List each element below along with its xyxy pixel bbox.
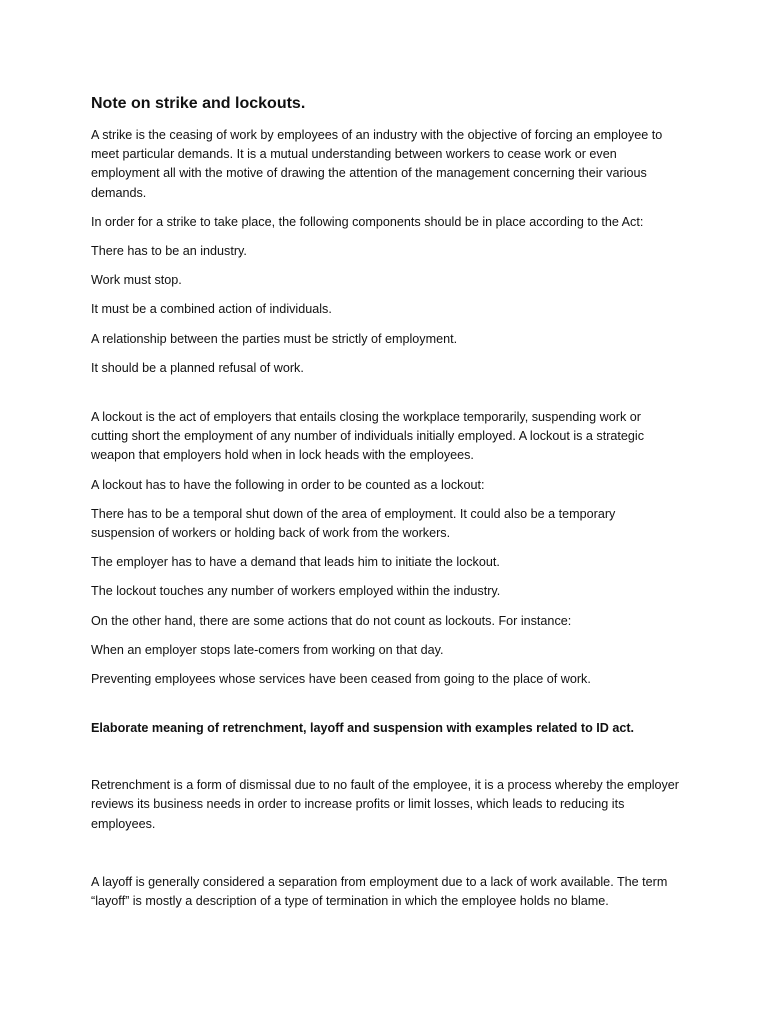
strike-component-item: It must be a combined action of individuals.: [91, 302, 332, 317]
document-body: [91, 94, 681, 921]
lockout-exception-item: Preventing employees whose services have been ceased from going to the place of work.: [91, 672, 591, 687]
lockout-requirement-item: There has to be a temporal shut down of the area of employment. It could also be a temporary suspension of workers or holding back of work from the workers.: [91, 506, 616, 541]
document-title: Note on strike and lockouts.: [91, 95, 306, 112]
layoff-paragraph: A layoff is generally considered a separation from employment due to a lack of work available. The term “layoff” is mostly a description of a type of termination in which the employee holds no blame.: [91, 874, 668, 909]
spacer: [91, 844, 681, 873]
strike-definition-paragraph: A strike is the ceasing of work by employees of an industry with the objective of forcing an employee to meet particular demands. It is a mutual understanding between workers to cease work or even employment all with the motive of drawing the attention of the management concerning their various demands.: [91, 128, 663, 200]
section-heading: Elaborate meaning of retrenchment, layoff and suspension with examples related to ID act.: [91, 721, 635, 736]
strike-component-item: A relationship between the parties must be strictly of employment.: [91, 331, 458, 346]
lockout-exception-item: When an employer stops late-comers from working on that day.: [91, 642, 444, 657]
strike-component-item: There has to be an industry.: [91, 244, 247, 259]
lockout-requirement-item: The lockout touches any number of workers employed within the industry.: [91, 584, 501, 599]
strike-components-intro: In order for a strike to take place, the following components should be in place according to the Act:: [91, 214, 644, 229]
lockout-exceptions-intro: On the other hand, there are some actions that do not count as lockouts. For instance:: [91, 613, 572, 628]
strike-component-item: Work must stop.: [91, 273, 182, 288]
spacer: [91, 699, 681, 719]
lockout-requirement-item: The employer has to have a demand that leads him to initiate the lockout.: [91, 555, 500, 570]
retrenchment-paragraph: Retrenchment is a form of dismissal due to no fault of the employee, it is a process whereby the employer reviews its business needs in order to increase profits or limit losses, which leads to reducing its employees.: [91, 778, 679, 831]
strike-component-item: It should be a planned refusal of work.: [91, 360, 304, 375]
spacer: [91, 388, 681, 408]
lockout-requirements-intro: A lockout has to have the following in order to be counted as a lockout:: [91, 477, 485, 492]
spacer: [91, 738, 681, 776]
lockout-definition-paragraph: A lockout is the act of employers that entails closing the workplace temporarily, suspending work or cutting short the employment of any number of individuals initially employed. A lockout is a strategic weapon that employers hold when in lock heads with the employees.: [91, 410, 645, 463]
